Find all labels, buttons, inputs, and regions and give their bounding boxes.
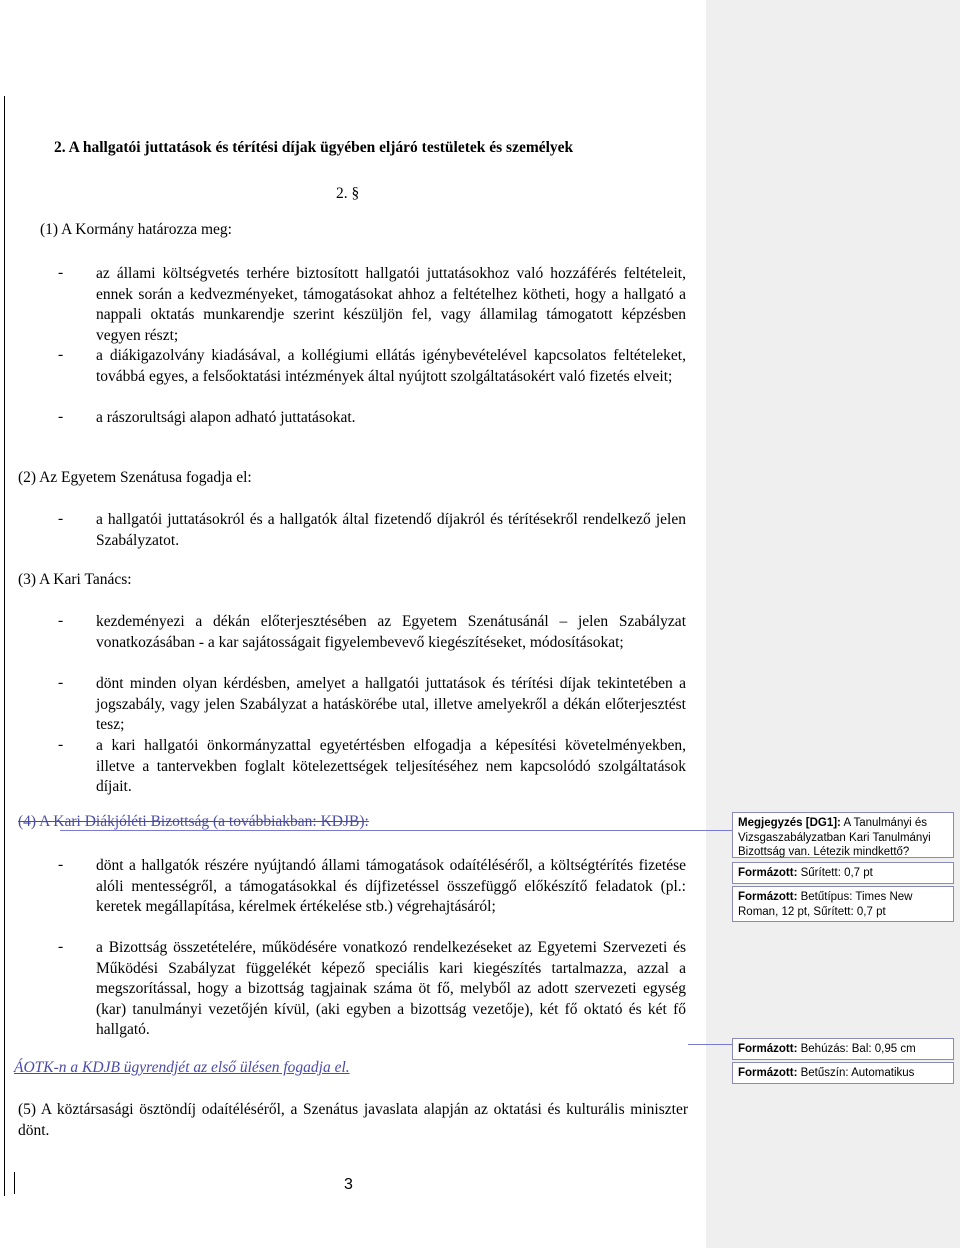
- change-bar: [4, 96, 5, 1196]
- section-mark: 2. §: [336, 185, 360, 202]
- comment-text: Behúzás: Bal: 0,95 cm: [797, 1043, 916, 1055]
- page-tick: [14, 1172, 15, 1194]
- comment-text: A Tanulmányi és Vizsgaszabályzatban Kari Tanulmányi Bizottság van. Létezik mindkettő?: [738, 817, 931, 858]
- comment-label: Formázott:: [738, 1067, 798, 1079]
- list-item: kezdeményezi a dékán előterjesztésében az Egyetem Szenátusánál – jelen Szabályzat vonatkozásában - a kar sajátosságait figyelembevevő kiegészítéseket, módosításokat;: [96, 613, 686, 651]
- comment-margin: [706, 0, 960, 1248]
- comment-text: Betűszín: Automatikus: [797, 1067, 915, 1079]
- comment-connector: [60, 830, 732, 831]
- comment-connector: [688, 1044, 732, 1045]
- paragraph-3-label: (3) A Kari Tanács:: [18, 571, 132, 588]
- paragraph-2-label: (2) Az Egyetem Szenátusa fogadja el:: [18, 469, 252, 486]
- list-dash: -: [58, 674, 64, 691]
- format-note[interactable]: [732, 862, 954, 884]
- comment-label: Formázott:: [738, 867, 798, 879]
- list-item: az állami költségvetés terhére biztosított hallgatói juttatásokhoz való hozzáférés feltételeit, ennek során a kedvezményeket, támogatásokat ahhoz a feltételhez kötheti, hogy a hallgató a nappali oktatás munkarendje szerint készüljön fel, vagy államilag támogatott képzésben vegyen részt;: [96, 265, 686, 344]
- list-item: dönt a hallgatók részére nyújtandó állami támogatások odaítéléséről, a költségtérítés fizetése alóli mentességről, a támogatásokkal és díjfizetéssel összefüggő előkészítő feladatok (pl.: keretek megállapítása, kérelmek értékelése stb.) végrehajtásáról;: [96, 857, 686, 916]
- list-item: a diákigazolvány kiadásával, a kollégiumi ellátás igénybevételével kapcsolatos feltételeket, továbbá egyes, a felsőoktatási intézmények által nyújtott szolgáltatásokért való fizetés elveit;: [96, 347, 686, 385]
- paragraph-1-label: (1) A Kormány határozza meg:: [40, 221, 232, 238]
- paragraph-4-label: (4) A Kari Diákjóléti Bizottság (a továbbiakban: KDJB):: [18, 813, 369, 830]
- list-dash: -: [58, 938, 64, 955]
- inserted-revision-line: ÁOTK-n a KDJB ügyrendjét az első ülésen fogadja el.: [14, 1059, 350, 1076]
- list-item: a Bizottság összetételére, működésére vonatkozó rendelkezéseket az Egyetemi Szervezeti és Működési Szabályzat függelékét képező speciális kari kiegészítés tartalmazza, azzal a megszorítással, hogy a bizottság tagjainak száma öt fő, melyből az adott szervezeti egység (kar) tanulmányi vezetőjén kívül, (aki egyben a bizottság vezetője), két fő oktató és két fő hallgató.: [96, 939, 686, 1039]
- list-dash: -: [58, 510, 64, 527]
- paragraph-5: (5) A köztársasági ösztöndíj odaítéléséről, a Szenátus javaslata alapján az oktatási és kulturális miniszter dönt.: [18, 1101, 688, 1139]
- comment-label: Formázott:: [738, 891, 798, 903]
- list-dash: -: [58, 612, 64, 629]
- list-dash: -: [58, 856, 64, 873]
- list-dash: -: [58, 264, 64, 281]
- comment-text: Betűtípus: Times New Roman, 12 pt, Sűrített: 0,7 pt: [738, 891, 913, 918]
- comment-text: Sűrített: 0,7 pt: [797, 867, 873, 879]
- comment-label: Megjegyzés [DG1]:: [738, 817, 841, 829]
- list-item: a kari hallgatói önkormányzattal egyetértésben elfogadja a képesítési követelményekben, illetve a tantervekben foglalt kötelezettségek teljesítéséhez nem kapcsolódó szolgáltatások díjait.: [96, 737, 686, 796]
- list-item: a rászorultsági alapon adható juttatásokat.: [96, 409, 356, 426]
- format-note[interactable]: [732, 1062, 954, 1084]
- list-dash: -: [58, 408, 64, 425]
- comment-label: Formázott:: [738, 1043, 798, 1055]
- list-item: dönt minden olyan kérdésben, amelyet a hallgatói juttatások és térítési díjak tekintetében a jogszabály, vagy jelen Szabályzat a hatáskörébe utal, illetve amelyekről a dékán előterjesztést tesz;: [96, 675, 686, 734]
- list-dash: -: [58, 346, 64, 363]
- format-note[interactable]: [732, 1038, 954, 1060]
- list-dash: -: [58, 736, 64, 753]
- page-number: 3: [344, 1176, 353, 1193]
- format-note[interactable]: [732, 886, 954, 922]
- list-item: a hallgatói juttatásokról és a hallgatók által fizetendő díjakról és térítésekről rendelkező jelen Szabályzatot.: [96, 511, 686, 549]
- section-heading: 2. A hallgatói juttatások és térítési díjak ügyében eljáró testületek és személyek: [54, 139, 574, 156]
- comment-dg1[interactable]: [732, 812, 954, 858]
